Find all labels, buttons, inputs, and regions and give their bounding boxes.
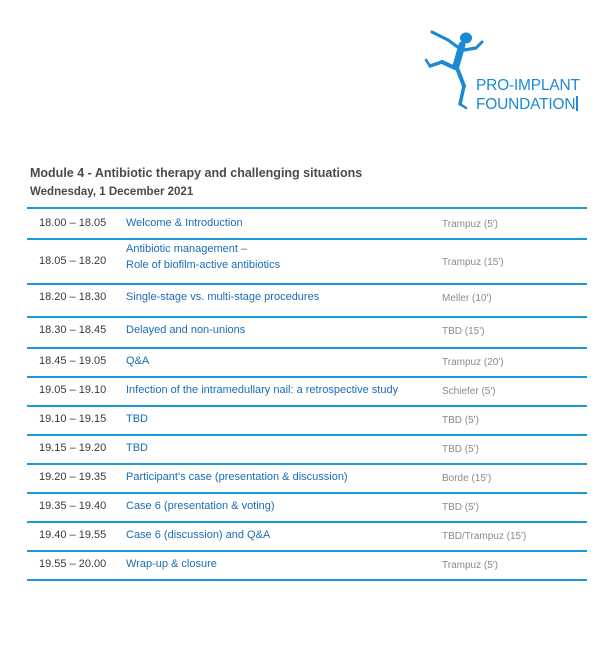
module-title: Module 4 - Antibiotic therapy and challenging situations — [30, 166, 363, 180]
row-time: 18.45 – 19.05 — [39, 355, 107, 367]
row-speaker: Schiefer (5') — [442, 386, 496, 397]
row-speaker: TBD (5') — [442, 502, 479, 513]
row-time: 18.30 – 18.45 — [39, 324, 107, 336]
row-topic-line: Case 6 (discussion) and Q&A — [126, 529, 271, 541]
row-topic-line: Role of biofilm-active antibiotics — [126, 259, 281, 271]
row-topic-line: Single-stage vs. multi-stage procedures — [126, 291, 320, 303]
row-topic — [126, 498, 275, 514]
row-time: 19.55 – 20.00 — [39, 558, 107, 570]
row-topic-line: Wrap-up & closure — [126, 558, 217, 570]
row-topic-line: TBD — [126, 413, 148, 425]
row-topic — [126, 215, 243, 231]
row-speaker: TBD (15') — [442, 326, 485, 337]
row-topic — [126, 469, 348, 485]
row-topic — [126, 411, 148, 427]
row-time: 19.10 – 19.15 — [39, 413, 107, 425]
schedule-row — [27, 463, 587, 492]
row-topic-line: Infection of the intramedullary nail: a retrospective study — [126, 384, 399, 396]
schedule-row — [27, 405, 587, 434]
logo-line-2: FOUNDATION — [476, 96, 576, 113]
schedule-row — [27, 316, 587, 347]
row-topic — [126, 241, 280, 273]
mannequin-icon — [424, 28, 484, 116]
row-speaker: Trampuz (20') — [442, 357, 504, 368]
row-topic — [126, 353, 149, 369]
row-time: 19.05 – 19.10 — [39, 384, 107, 396]
row-speaker: Borde (15') — [442, 473, 492, 484]
row-topic — [126, 322, 245, 338]
schedule-row — [27, 376, 587, 405]
schedule-row — [27, 521, 587, 550]
schedule-row — [27, 283, 587, 316]
row-topic — [126, 289, 319, 305]
row-topic — [126, 440, 148, 456]
foundation-logo — [420, 28, 590, 118]
row-speaker: TBD (5') — [442, 444, 479, 455]
row-speaker: Trampuz (5') — [442, 219, 498, 230]
row-speaker: TBD (5') — [442, 415, 479, 426]
module-date: Wednesday, 1 December 2021 — [30, 186, 194, 198]
row-topic-line: Antibiotic management – — [126, 243, 248, 255]
row-topic — [126, 556, 217, 572]
schedule-row — [27, 550, 587, 581]
schedule-row — [27, 238, 587, 283]
schedule-row — [27, 207, 587, 238]
row-time: 18.00 – 18.05 — [39, 217, 107, 229]
row-time: 19.15 – 19.20 — [39, 442, 107, 454]
row-topic — [126, 382, 398, 398]
row-time: 18.20 – 18.30 — [39, 291, 107, 303]
row-speaker: Trampuz (5') — [442, 560, 498, 571]
schedule-row — [27, 347, 587, 376]
row-topic-line: Welcome & Introduction — [126, 217, 243, 229]
row-topic-line: Delayed and non-unions — [126, 324, 246, 336]
row-time: 19.20 – 19.35 — [39, 471, 107, 483]
row-time: 19.40 – 19.55 — [39, 529, 107, 541]
row-speaker: Trampuz (15') — [442, 257, 504, 268]
schedule-table — [27, 207, 587, 581]
row-topic-line: Q&A — [126, 355, 150, 367]
row-topic-line: Participant's case (presentation & discussion) — [126, 471, 348, 483]
row-topic — [126, 527, 270, 543]
row-speaker: Meller (10') — [442, 293, 492, 304]
row-topic-line: TBD — [126, 442, 148, 454]
row-topic-line: Case 6 (presentation & voting) — [126, 500, 275, 512]
row-speaker: TBD/Trampuz (15') — [442, 531, 527, 542]
row-time: 18.05 – 18.20 — [39, 255, 107, 267]
schedule-row — [27, 492, 587, 521]
schedule-row — [27, 434, 587, 463]
row-time: 19.35 – 19.40 — [39, 500, 107, 512]
logo-line-1: PRO-IMPLANT — [476, 77, 580, 94]
